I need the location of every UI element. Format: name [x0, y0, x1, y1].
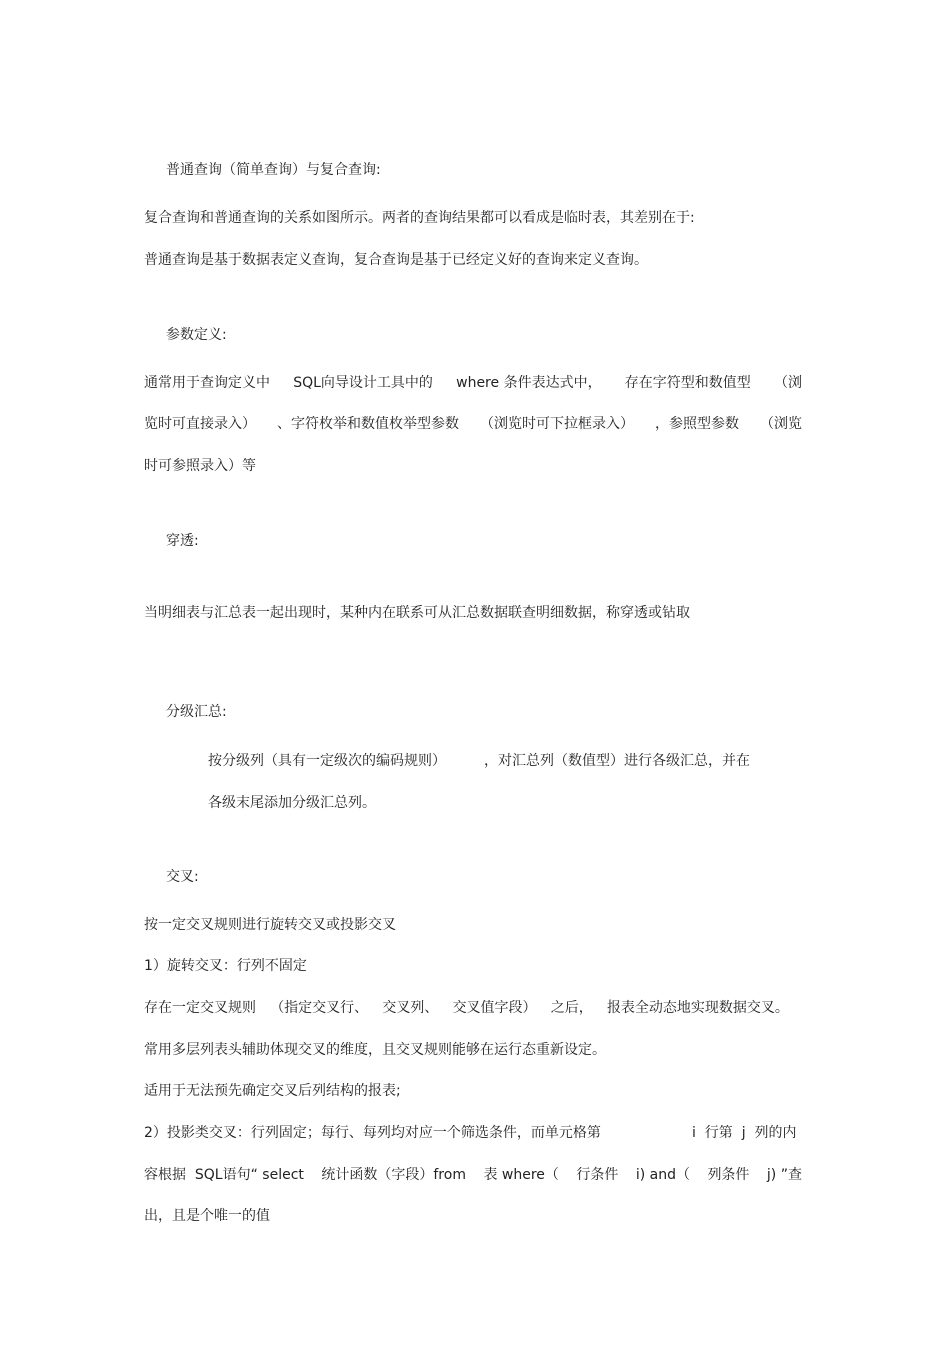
heading-hierarchical-summary: 分级汇总:	[166, 704, 227, 720]
text-segment: j) ”查	[766, 1167, 802, 1183]
heading-normal-vs-composite-query: 普通查询（简单查询）与复合查询:	[166, 162, 381, 178]
justified-line	[144, 999, 789, 1017]
text-segment: SQL向导设计工具中的	[293, 375, 433, 391]
text-segment: 按分级列（具有一定级次的编码规则）	[208, 753, 446, 769]
heading-drill-through: 穿透:	[166, 533, 199, 549]
paragraph: 出，且是个唯一的值	[144, 1208, 270, 1224]
justified-line	[144, 374, 802, 392]
paragraph: 适用于无法预先确定交叉后列结构的报表;	[144, 1083, 401, 1099]
text-segment: （浏	[773, 375, 802, 391]
text-segment: 报表全动态地实现数据交叉。	[606, 1000, 789, 1016]
text-segment: i) and（	[635, 1167, 690, 1183]
text-segment: 行条件	[576, 1167, 619, 1183]
text-segment: 交叉列、	[382, 1000, 439, 1016]
text-segment: i 行第 j 列的内	[692, 1125, 797, 1141]
text-segment: 统计函数（字段）from	[321, 1167, 466, 1183]
text-segment: 容根据 SQL语句“ select	[144, 1167, 304, 1183]
paragraph: 时可参照录入）等	[144, 458, 256, 474]
heading-parameter-definition: 参数定义:	[166, 327, 227, 343]
text-segment: 之后，	[550, 1000, 593, 1016]
text-segment: 表 where（	[483, 1167, 559, 1183]
text-segment: 列条件	[707, 1167, 750, 1183]
paragraph: 普通查询是基于数据表定义查询，复合查询是基于已经定义好的查询来定义查询。	[144, 252, 648, 268]
text-segment: where 条件表达式中，	[456, 375, 602, 391]
paragraph: 复合查询和普通查询的关系如图所示。两者的查询结果都可以看成是临时表，其差别在于:	[144, 210, 695, 226]
text-segment: 存在一定交叉规则	[144, 1000, 256, 1016]
paragraph: 按一定交叉规则进行旋转交叉或投影交叉	[144, 917, 396, 933]
list-item-rotation-cross: 1）旋转交叉：行列不固定	[144, 958, 307, 974]
text-segment: 交叉值字段）	[452, 1000, 537, 1016]
text-segment: 存在字符型和数值型	[624, 375, 751, 391]
text-segment: （浏览	[760, 416, 802, 432]
text-segment: ，参照型参数	[655, 416, 739, 432]
text-segment: （浏览时可下拉框录入）	[480, 416, 634, 432]
text-segment: 通常用于查询定义中	[144, 375, 270, 391]
list-item-projection-cross: 2）投影类交叉：行列固定；每行、每列均对应一个筛选条件，而单元格第	[144, 1125, 601, 1141]
text-segment: （指定交叉行、	[270, 1000, 369, 1016]
justified-line	[144, 1166, 802, 1184]
text-segment: 览时可直接录入）	[144, 416, 256, 432]
heading-cross: 交叉:	[166, 869, 199, 885]
justified-line	[144, 415, 802, 433]
text-segment: ，对汇总列（数值型）进行各级汇总，并在	[484, 753, 750, 769]
paragraph: 当明细表与汇总表一起出现时，某种内在联系可从汇总数据联查明细数据，称穿透或钻取	[144, 605, 690, 621]
text-segment: 、字符枚举和数值枚举型参数	[277, 416, 459, 432]
paragraph: 各级末尾添加分级汇总列。	[208, 795, 376, 811]
paragraph: 常用多层列表头辅助体现交叉的维度，且交叉规则能够在运行态重新设定。	[144, 1042, 606, 1058]
